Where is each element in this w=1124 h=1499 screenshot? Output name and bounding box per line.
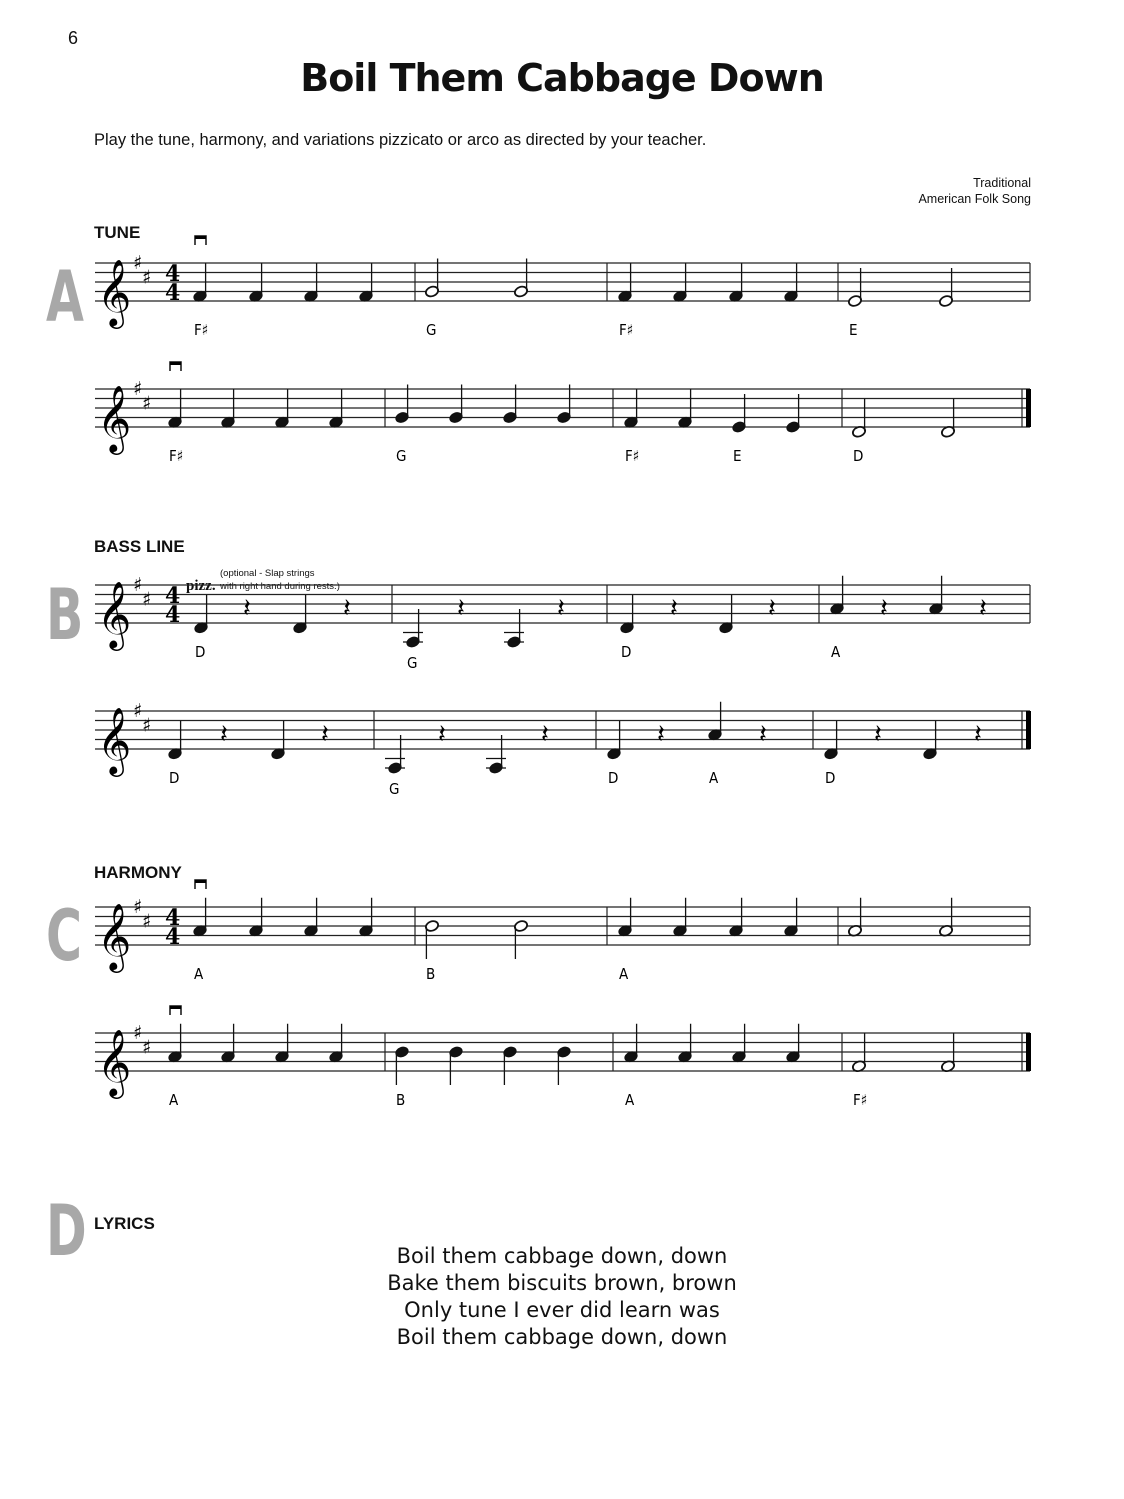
note-name-label: F♯ <box>853 1091 868 1109</box>
note-name-label: D <box>608 769 619 787</box>
final-barline-thick <box>1026 711 1031 749</box>
credit-line-1: Traditional <box>973 176 1031 190</box>
sharp-f: ♯ <box>133 1022 143 1044</box>
sharp-f: ♯ <box>133 700 143 722</box>
note-name-label: A <box>169 1091 179 1109</box>
note-name-label: B <box>426 965 436 983</box>
page-title: Boil Them Cabbage Down <box>300 56 824 100</box>
note-name-label: B <box>396 1091 406 1109</box>
quarter-rest: 𝄽 <box>438 719 446 750</box>
time-signature-top: 4 <box>165 905 181 931</box>
down-bow-bar <box>195 236 206 239</box>
intro-text: Play the tune, harmony, and variations pizzicato or arco as directed by your teacher. <box>94 131 707 149</box>
sharp-f: ♯ <box>133 896 143 918</box>
quarter-rest: 𝄽 <box>457 593 465 624</box>
section-letter-d: D <box>46 1190 87 1272</box>
quarter-rest: 𝄽 <box>759 719 767 750</box>
time-signature-bottom: 4 <box>165 280 181 306</box>
note-name-label: F♯ <box>169 447 184 465</box>
sharp-f: ♯ <box>133 378 143 400</box>
note-name-label: E <box>733 447 742 465</box>
quarter-rest: 𝄽 <box>243 593 251 624</box>
quarter-rest: 𝄽 <box>979 593 987 624</box>
sharp-c: ♯ <box>142 588 152 611</box>
time-signature-top: 4 <box>165 261 181 287</box>
staff-system-bass-2 <box>95 700 1031 798</box>
lyrics-block <box>0 1243 1124 1351</box>
quarter-rest: 𝄽 <box>657 719 665 750</box>
final-barline-thick <box>1026 389 1031 427</box>
sharp-c: ♯ <box>142 392 152 415</box>
section-heading-bass: BASS LINE <box>94 537 185 556</box>
section-heading-harmony: HARMONY <box>94 863 182 882</box>
time-signature-top: 4 <box>165 583 181 609</box>
lyric-line-1: Boil them cabbage down, down <box>396 1244 728 1268</box>
credit-line-2: American Folk Song <box>918 192 1031 206</box>
lyric-line-3: Only tune I ever did learn was <box>404 1298 720 1322</box>
section-letter-c: C <box>46 895 82 977</box>
sharp-c: ♯ <box>142 714 152 737</box>
note-name-label: F♯ <box>619 321 634 339</box>
quarter-rest: 𝄽 <box>541 719 549 750</box>
sharp-c: ♯ <box>142 266 152 289</box>
note-name-label: D <box>195 643 206 661</box>
sharp-c: ♯ <box>142 1036 152 1059</box>
note-name-label: E <box>849 321 858 339</box>
treble-clef: 𝄞 <box>97 706 132 774</box>
page-number: 6 <box>68 28 79 48</box>
staff-system-tune-2 <box>95 362 1031 465</box>
lyric-line-2: Bake them biscuits brown, brown <box>387 1271 737 1295</box>
note-name-label: D <box>621 643 632 661</box>
note-name-label: F♯ <box>625 447 640 465</box>
treble-clef: 𝄞 <box>97 1028 132 1096</box>
staff-system-harm-2 <box>95 1006 1031 1109</box>
quarter-rest: 𝄽 <box>321 719 329 750</box>
quarter-rest: 𝄽 <box>343 593 351 624</box>
section-heading-tune: TUNE <box>94 223 141 242</box>
note-name-label: G <box>396 447 407 465</box>
section-letter-b: B <box>46 574 84 656</box>
down-bow-bar <box>195 880 206 883</box>
lyric-line-4: Boil them cabbage down, down <box>396 1325 728 1349</box>
note-name-label: D <box>825 769 836 787</box>
quarter-rest: 𝄽 <box>974 719 982 750</box>
sharp-c: ♯ <box>142 910 152 933</box>
note-name-label: F♯ <box>194 321 209 339</box>
note-name-label: A <box>619 965 629 983</box>
staff-system-tune-1 <box>95 236 1030 339</box>
note-name-label: A <box>625 1091 635 1109</box>
staff-system-bass-1 <box>95 574 1030 672</box>
sharp-f: ♯ <box>133 252 143 274</box>
slap-note-line-1: (optional - Slap strings <box>220 568 315 579</box>
note-name-label: D <box>169 769 180 787</box>
time-signature-bottom: 4 <box>165 924 181 950</box>
time-signature-bottom: 4 <box>165 602 181 628</box>
treble-clef: 𝄞 <box>97 902 132 970</box>
note-name-label: G <box>389 780 400 798</box>
quarter-rest: 𝄽 <box>768 593 776 624</box>
staff-system-harm-1 <box>95 880 1030 983</box>
down-bow-bar <box>170 1006 181 1009</box>
note-name-label: A <box>831 643 841 661</box>
pizz-marking: pizz. <box>186 578 216 594</box>
treble-clef: 𝄞 <box>97 384 132 452</box>
treble-clef: 𝄞 <box>97 258 132 326</box>
quarter-rest: 𝄽 <box>670 593 678 624</box>
quarter-rest: 𝄽 <box>220 719 228 750</box>
quarter-rest: 𝄽 <box>874 719 882 750</box>
down-bow-bar <box>170 362 181 365</box>
final-barline-thick <box>1026 1033 1031 1071</box>
slap-note-line-2: with right hand during rests.) <box>220 581 340 592</box>
note-name-label: G <box>426 321 437 339</box>
quarter-rest: 𝄽 <box>557 593 565 624</box>
note-name-label: G <box>407 654 418 672</box>
note-name-label: A <box>194 965 204 983</box>
sharp-f: ♯ <box>133 574 143 596</box>
note-name-label: A <box>709 769 719 787</box>
section-letter-a: A <box>46 256 84 338</box>
quarter-rest: 𝄽 <box>880 593 888 624</box>
section-heading-lyrics: LYRICS <box>94 1214 155 1233</box>
note-name-label: D <box>853 447 864 465</box>
treble-clef: 𝄞 <box>97 580 132 648</box>
